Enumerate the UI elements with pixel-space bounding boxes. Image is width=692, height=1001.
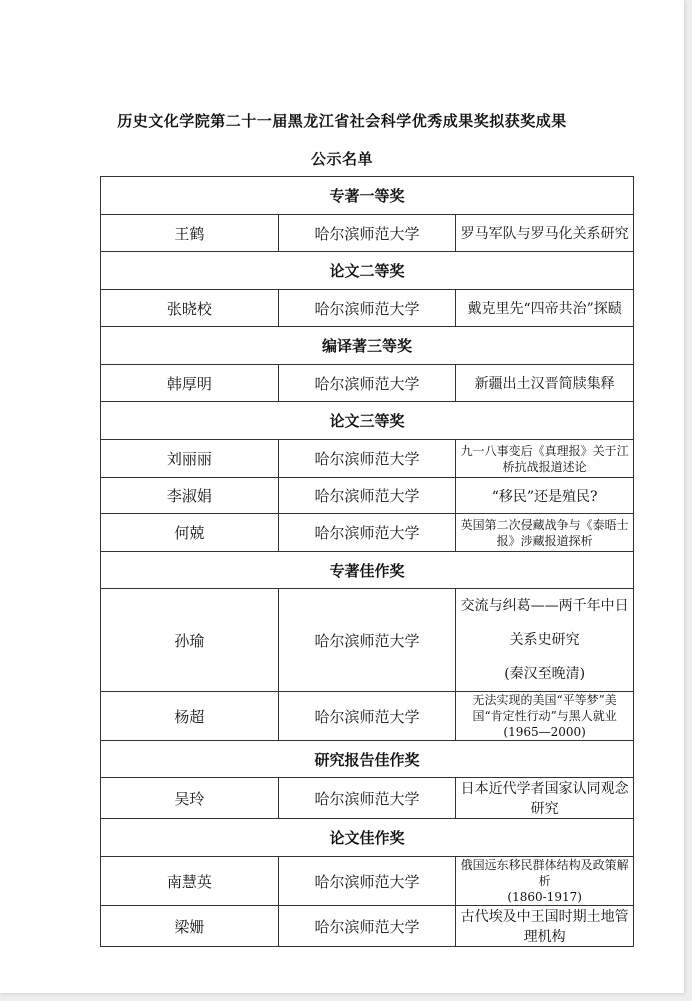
section-title: 专著佳作奖 xyxy=(101,552,634,589)
section-header-row xyxy=(101,552,634,589)
work-title: 交流与纠葛——两千年中日关系史研究 xyxy=(460,598,629,648)
institution-cell: 哈尔滨师范大学 xyxy=(278,906,456,947)
institution-cell: 哈尔滨师范大学 xyxy=(278,365,456,402)
award-table xyxy=(100,176,634,947)
table-row xyxy=(101,906,634,947)
author-cell: 孙瑜 xyxy=(101,589,279,692)
table-row xyxy=(101,440,634,478)
table-row xyxy=(101,478,634,514)
table-row xyxy=(101,692,634,741)
work-cell xyxy=(456,857,634,906)
table-row xyxy=(101,290,634,327)
author-cell: 王鹤 xyxy=(101,215,279,252)
table-row xyxy=(101,589,634,692)
institution-cell: 哈尔滨师范大学 xyxy=(278,514,456,552)
table-row xyxy=(101,215,634,252)
work-cell: 罗马军队与罗马化关系研究 xyxy=(456,215,634,252)
institution-cell: 哈尔滨师范大学 xyxy=(278,290,456,327)
work-title: 俄国远东移民群体结构及政策解析 xyxy=(460,858,629,888)
author-cell: 韩厚明 xyxy=(101,365,279,402)
author-cell: 李淑娟 xyxy=(101,478,279,514)
institution-cell: 哈尔滨师范大学 xyxy=(278,589,456,692)
work-cell: 日本近代学者国家认同观念研究 xyxy=(456,778,634,819)
section-title: 编译著三等奖 xyxy=(101,327,634,365)
work-cell: 古代埃及中王国时期土地管理机构 xyxy=(456,906,634,947)
institution-cell: 哈尔滨师范大学 xyxy=(278,215,456,252)
section-title: 论文佳作奖 xyxy=(101,819,634,857)
work-cell xyxy=(456,589,634,692)
work-cell: 无法实现的美国“平等梦”美国“肯定性行动”与黑人就业(1965—2000) xyxy=(456,692,634,741)
work-cell: “移民”还是殖民? xyxy=(456,478,634,514)
table-row xyxy=(101,365,634,402)
table-row xyxy=(101,857,634,906)
author-cell: 何兢 xyxy=(101,514,279,552)
author-cell: 张晓校 xyxy=(101,290,279,327)
author-cell: 南慧英 xyxy=(101,857,279,906)
document-subtitle: 公示名单 xyxy=(310,150,373,168)
institution-cell: 哈尔滨师范大学 xyxy=(278,478,456,514)
table-row xyxy=(101,778,634,819)
work-cell: 九一八事变后《真理报》关于江桥抗战报道述论 xyxy=(456,440,634,478)
document-title: 历史文化学院第二十一届黑龙江省社会科学优秀成果奖拟获奖成果 xyxy=(117,112,567,130)
work-cell: 戴克里先“四帝共治”探赜 xyxy=(456,290,634,327)
work-title-continued: (秦汉至晚清) xyxy=(504,666,586,682)
author-cell: 杨超 xyxy=(101,692,279,741)
institution-cell: 哈尔滨师范大学 xyxy=(278,692,456,741)
author-cell: 吴玲 xyxy=(101,778,279,819)
institution-cell: 哈尔滨师范大学 xyxy=(278,440,456,478)
work-cell: 英国第二次侵藏战争与《泰晤士报》涉藏报道探析 xyxy=(456,514,634,552)
author-cell: 梁姗 xyxy=(101,906,279,947)
author-cell: 刘丽丽 xyxy=(101,440,279,478)
work-cell: 新疆出土汉晋简牍集释 xyxy=(456,365,634,402)
section-title: 研究报告佳作奖 xyxy=(101,741,634,778)
section-header-row xyxy=(101,402,634,440)
section-header-row xyxy=(101,252,634,290)
section-title: 专著一等奖 xyxy=(101,177,634,215)
section-header-row xyxy=(101,177,634,215)
section-header-row xyxy=(101,819,634,857)
table-row xyxy=(101,514,634,552)
section-header-row xyxy=(101,741,634,778)
work-title-continued: (1860-1917) xyxy=(507,890,582,904)
section-header-row xyxy=(101,327,634,365)
section-title: 论文二等奖 xyxy=(101,252,634,290)
institution-cell: 哈尔滨师范大学 xyxy=(278,778,456,819)
institution-cell: 哈尔滨师范大学 xyxy=(278,857,456,906)
section-title: 论文三等奖 xyxy=(101,402,634,440)
